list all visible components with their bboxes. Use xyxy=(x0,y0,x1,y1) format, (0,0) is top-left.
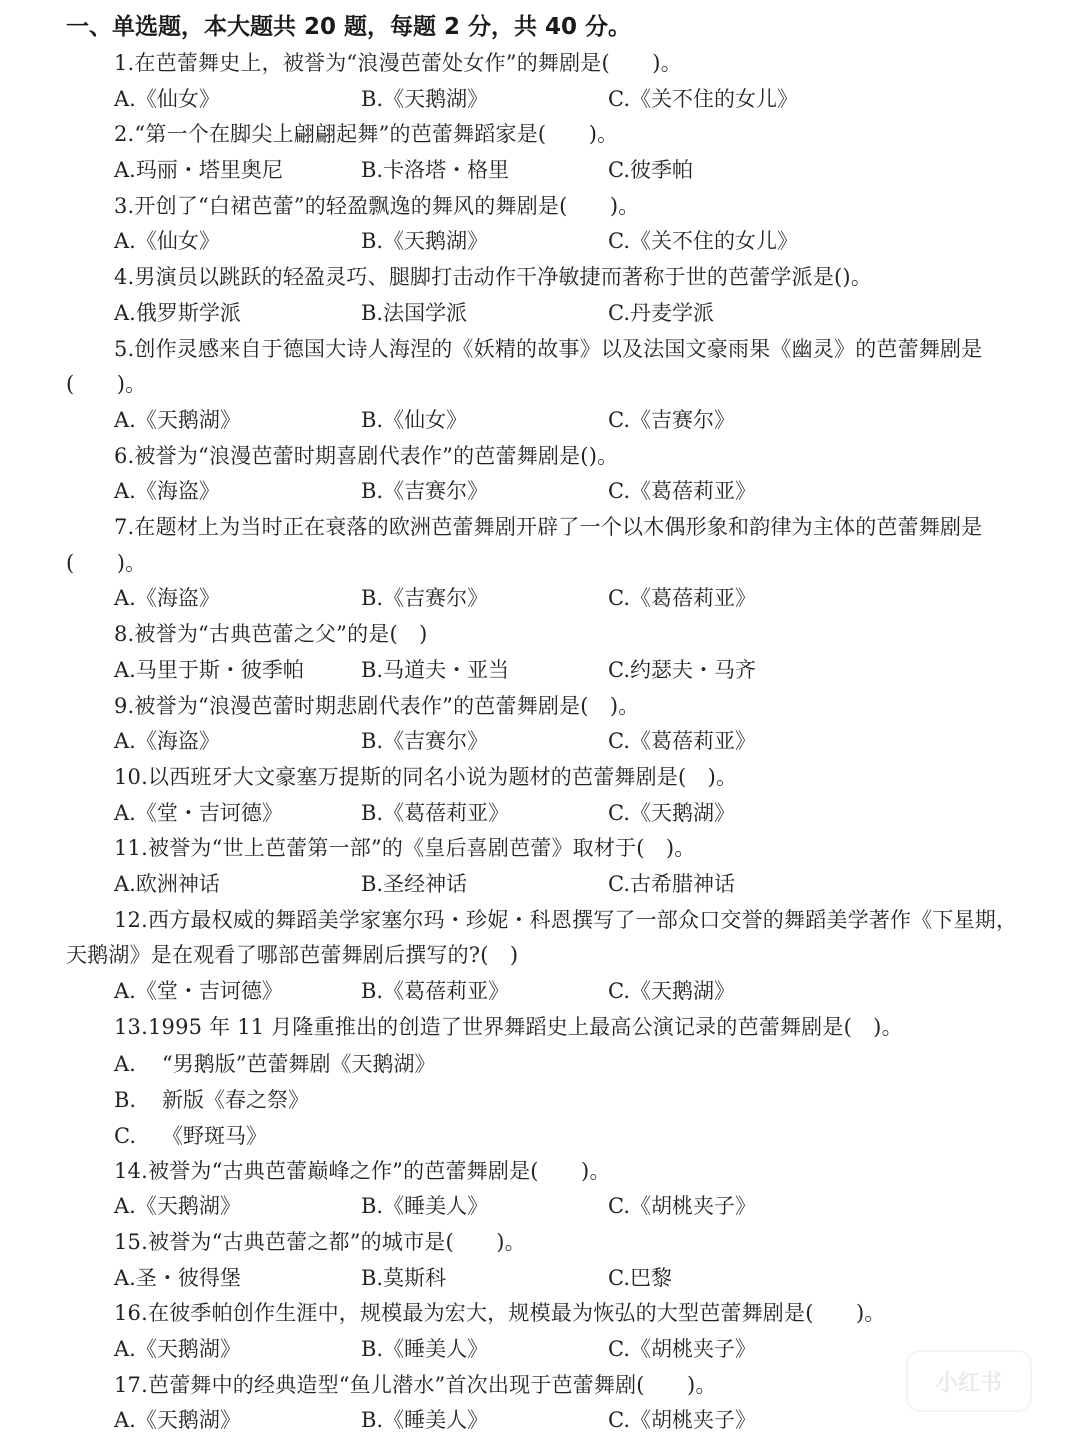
option-b: B.马道夫・亚当 xyxy=(361,657,510,682)
option-a: A.马里于斯・彼季帕 xyxy=(114,657,304,682)
option-letter: B. xyxy=(114,1087,137,1112)
question-item xyxy=(66,439,1030,510)
option-c: C.古希腊神话 xyxy=(608,872,735,897)
option-b: B.《天鹅湖》 xyxy=(361,229,489,254)
question-item xyxy=(66,760,1030,831)
option-c: C.《胡桃夹子》 xyxy=(608,1194,756,1219)
option-a xyxy=(66,1046,1030,1082)
question-stem: 5.创作灵感来自于德国大诗人海涅的《妖精的故事》以及法国文豪雨果《幽灵》的芭蕾舞剧是( )。 xyxy=(66,336,983,397)
option-row xyxy=(66,296,1030,332)
option-b: B.《吉赛尔》 xyxy=(361,479,489,504)
question-item xyxy=(66,1010,1030,1154)
option-b: B.《吉赛尔》 xyxy=(361,586,489,611)
option-row xyxy=(66,653,1030,689)
option-b: B.圣经神话 xyxy=(361,872,468,897)
option-a: A.《堂・吉诃德》 xyxy=(114,800,283,825)
option-c xyxy=(66,1118,1030,1154)
question-stem: 14.被誉为“古典芭蕾巅峰之作”的芭蕾舞剧是( )。 xyxy=(114,1158,611,1183)
question-item xyxy=(66,1368,1030,1439)
question-stem: 17.芭蕾舞中的经典造型“鱼儿潜水”首次出现于芭蕾舞剧( )。 xyxy=(114,1372,717,1397)
question-stem: 3.开创了“白裙芭蕾”的轻盈飘逸的舞风的舞剧是( )。 xyxy=(114,193,640,218)
question-item xyxy=(66,117,1030,188)
option-c: C.彼季帕 xyxy=(608,158,693,183)
option-row xyxy=(66,403,1030,439)
question-item xyxy=(66,46,1030,117)
option-a: A.玛丽・塔里奥尼 xyxy=(114,158,283,183)
option-a: A.《海盗》 xyxy=(114,479,220,504)
option-text: “男鹅版”芭蕾舞剧《天鹅湖》 xyxy=(162,1051,436,1076)
option-c: C.《葛蓓莉亚》 xyxy=(608,479,756,504)
option-c: C.《吉赛尔》 xyxy=(608,407,735,432)
question-stem: 8.被誉为“古典芭蕾之父”的是( ) xyxy=(114,622,428,647)
option-c: C.《葛蓓莉亚》 xyxy=(608,729,756,754)
watermark-logo xyxy=(906,1350,1032,1412)
question-item xyxy=(66,1154,1030,1225)
option-row xyxy=(66,974,1030,1010)
question-stem: 10.以西班牙大文豪塞万提斯的同名小说为题材的芭蕾舞剧是( )。 xyxy=(114,764,738,789)
option-b: B.《吉赛尔》 xyxy=(361,729,489,754)
option-c: C.《天鹅湖》 xyxy=(608,979,735,1004)
question-stem: 1.在芭蕾舞史上，被誉为“浪漫芭蕾处女作”的舞剧是( )。 xyxy=(114,51,682,75)
option-b xyxy=(66,1082,1030,1118)
option-b: B.《睡美人》 xyxy=(361,1194,489,1219)
question-stem: 7.在题材上为当时正在衰落的欧洲芭蕾舞剧开辟了一个以木偶形象和韵律为主体的芭蕾舞剧是( )。 xyxy=(66,515,983,575)
option-b: B.《葛蓓莉亚》 xyxy=(361,800,510,825)
question-stem: 9.被誉为“浪漫芭蕾时期悲剧代表作”的芭蕾舞剧是( )。 xyxy=(114,693,640,718)
question-stem: 16.在彼季帕创作生涯中，规模最为宏大，规模最为恢弘的大型芭蕾舞剧是( )。 xyxy=(114,1301,886,1326)
option-c: C.巴黎 xyxy=(608,1265,672,1290)
option-b: B.《仙女》 xyxy=(361,407,468,432)
watermark-text: 小红书 xyxy=(935,1370,1002,1396)
question-stem: 12.西方最权威的舞蹈美学家塞尔玛・珍妮・科恩撰写了一部众口交誉的舞蹈美学著作《下星期，天鹅湖》是在观看了哪部芭蕾舞剧后撰写的?( ) xyxy=(66,907,1018,968)
question-item xyxy=(66,831,1030,902)
option-letter: A. xyxy=(114,1051,136,1076)
option-b: B.莫斯科 xyxy=(361,1265,447,1290)
question-stem: 11.被誉为“世上芭蕾第一部”的《皇后喜剧芭蕾》取材于( )。 xyxy=(114,836,696,861)
question-list xyxy=(66,46,1030,1439)
option-a: A.《天鹅湖》 xyxy=(114,1336,241,1361)
option-row xyxy=(66,581,1030,617)
option-b: B.卡洛塔・格里 xyxy=(361,158,510,183)
option-a: A.俄罗斯学派 xyxy=(114,300,241,325)
question-stem: 15.被誉为“古典芭蕾之都”的城市是( )。 xyxy=(114,1229,526,1254)
section-title: 一、单选题，本大题共 20 题，每题 2 分，共 40 分。 xyxy=(66,14,632,40)
question-item xyxy=(66,903,1030,1010)
option-row xyxy=(66,224,1030,260)
option-row xyxy=(66,724,1030,760)
option-c: C.约瑟夫・马齐 xyxy=(608,657,756,682)
option-b: B.《睡美人》 xyxy=(361,1336,489,1361)
option-text: 新版《春之祭》 xyxy=(162,1087,309,1112)
option-c: C.《胡桃夹子》 xyxy=(608,1336,756,1361)
option-b: B.法国学派 xyxy=(361,300,468,325)
question-item xyxy=(66,1296,1030,1367)
option-c: C.《葛蓓莉亚》 xyxy=(608,586,756,611)
option-b: B.《葛蓓莉亚》 xyxy=(361,979,510,1004)
option-a: A.《仙女》 xyxy=(114,229,220,254)
option-a: A.《天鹅湖》 xyxy=(114,407,241,432)
option-c: C.《天鹅湖》 xyxy=(608,800,735,825)
option-row xyxy=(66,1403,1030,1439)
option-row xyxy=(66,153,1030,189)
option-row xyxy=(66,1189,1030,1225)
option-row xyxy=(66,867,1030,903)
option-b: B.《睡美人》 xyxy=(361,1408,489,1433)
option-a: A.《天鹅湖》 xyxy=(114,1194,241,1219)
question-item xyxy=(66,689,1030,760)
option-a: A.《海盗》 xyxy=(114,586,220,611)
option-c: C.《胡桃夹子》 xyxy=(608,1408,756,1433)
option-row xyxy=(66,796,1030,832)
option-letter: C. xyxy=(114,1123,136,1148)
option-a: A.《天鹅湖》 xyxy=(114,1408,241,1433)
option-row xyxy=(66,474,1030,510)
option-a: A.《仙女》 xyxy=(114,86,220,111)
question-item xyxy=(66,510,1030,617)
option-a: A.欧洲神话 xyxy=(114,872,220,897)
question-stem: 2.“第一个在脚尖上翩翩起舞”的芭蕾舞蹈家是( )。 xyxy=(114,122,619,147)
question-item xyxy=(66,332,1030,439)
question-item xyxy=(66,189,1030,260)
option-text: 《野斑马》 xyxy=(162,1123,267,1148)
option-a: A.圣・彼得堡 xyxy=(114,1265,241,1290)
question-item xyxy=(66,1225,1030,1296)
option-c: C.《关不住的女儿》 xyxy=(608,86,798,111)
option-a: A.《堂・吉诃德》 xyxy=(114,979,283,1004)
question-stem: 6.被誉为“浪漫芭蕾时期喜剧代表作”的芭蕾舞剧是()。 xyxy=(114,443,619,468)
option-row xyxy=(66,82,1030,118)
option-c: C.《关不住的女儿》 xyxy=(608,229,798,254)
option-row xyxy=(66,1332,1030,1368)
question-stem: 4.男演员以跳跃的轻盈灵巧、腿脚打击动作干净敏捷而著称于世的芭蕾学派是()。 xyxy=(114,265,873,290)
option-b: B.《天鹅湖》 xyxy=(361,86,489,111)
question-item xyxy=(66,617,1030,688)
question-stem: 13.1995 年 11 月隆重推出的创造了世界舞蹈史上最高公演记录的芭蕾舞剧是( )。 xyxy=(114,1014,903,1039)
option-c: C.丹麦学派 xyxy=(608,300,714,325)
question-item xyxy=(66,260,1030,331)
option-a: A.《海盗》 xyxy=(114,729,220,754)
option-row xyxy=(66,1261,1030,1297)
